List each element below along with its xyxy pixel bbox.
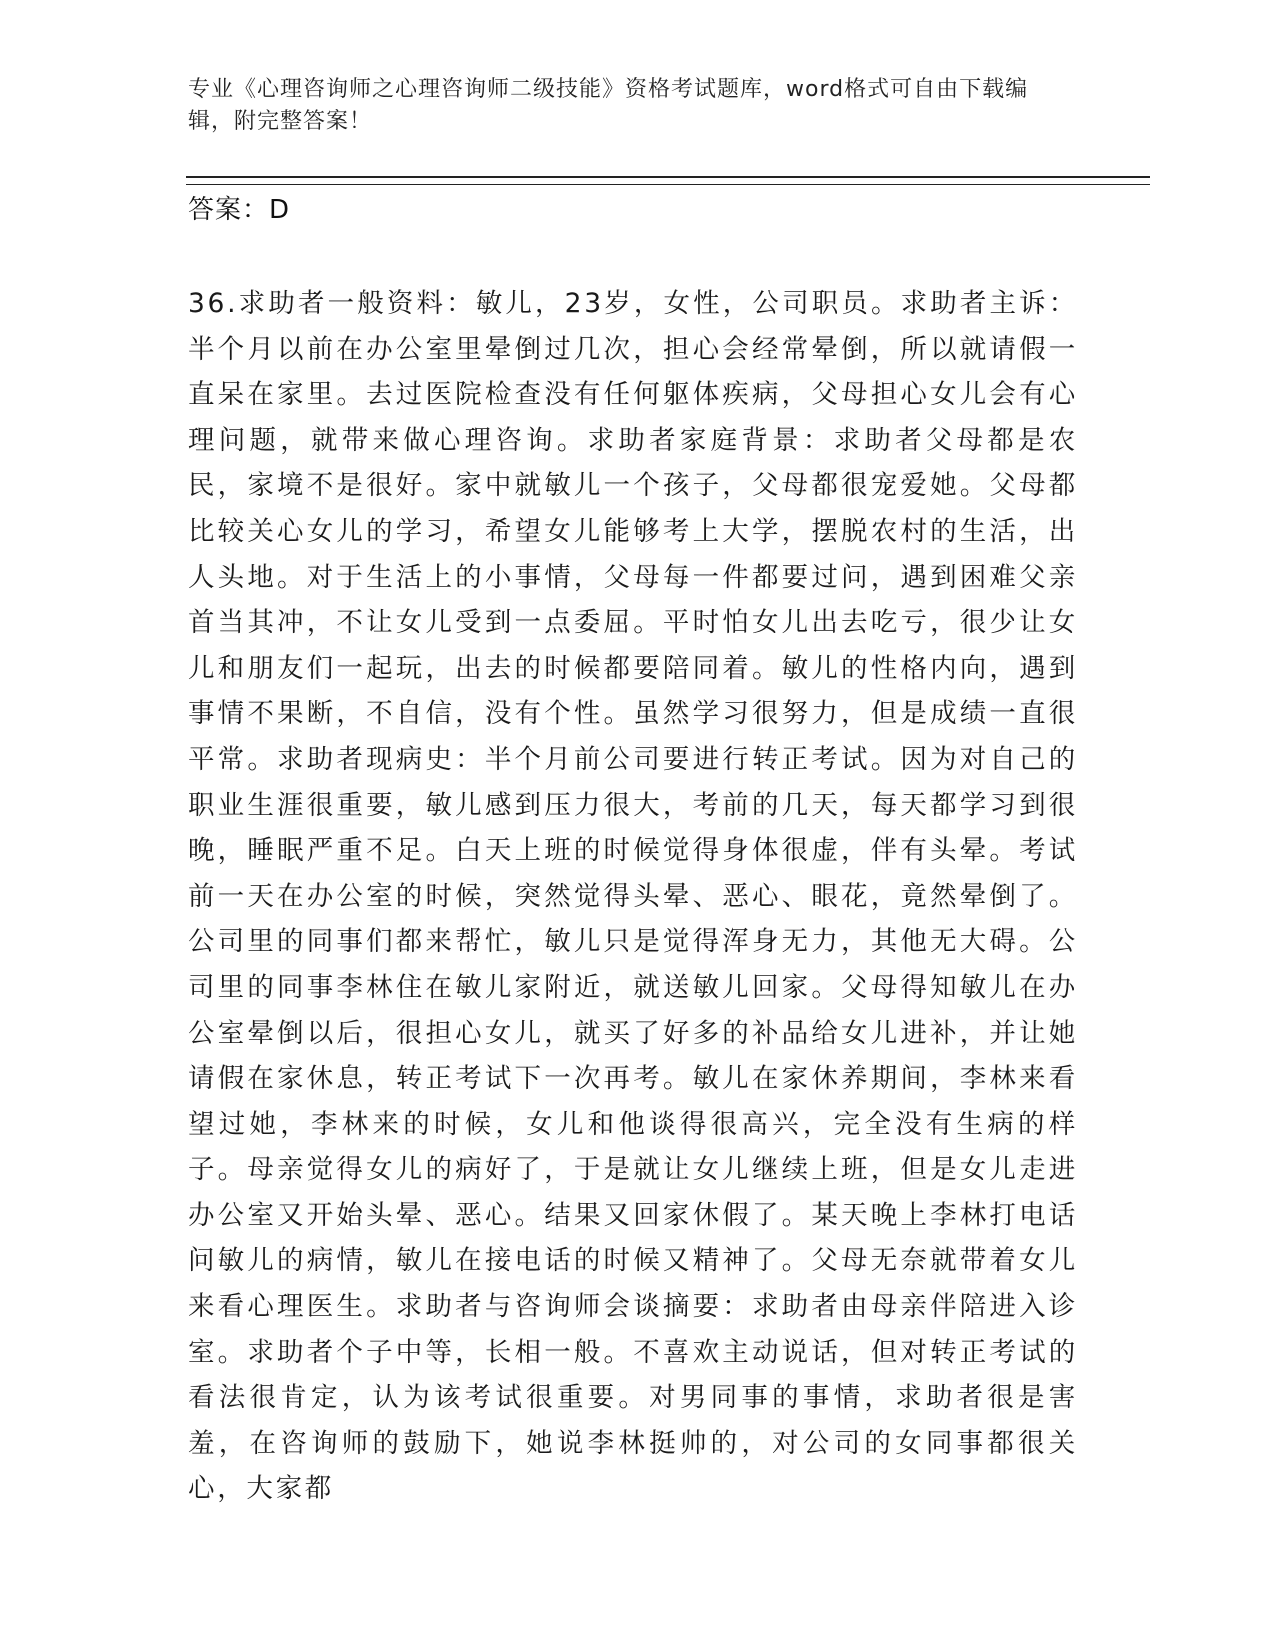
question-36-text: 36.求助者一般资料：敏儿，23岁，女性，公司职员。求助者主诉：半个月以前在办公室里晕倒过几次，担心会经常晕倒，所以就请假一直呆在家里。去过医院检查没有任何躯体疾病，父母担心女儿会有心理问题，就带来做心理咨询。求助者家庭背景：求助者父母都是农民，家境不是很好。家中就敏儿一个孩子，父母都很宠爱她。父母都比较关心女儿的学习，希望女儿能够考上大学，摆脱农村的生活，出人头地。对于生活上的小事情，父母每一件都要过问，遇到困难父亲首当其冲，不让女儿受到一点委屈。平时怕女儿出去吃亏，很少让女儿和朋友们一起玩，出去的时候都要陪同着。敏儿的性格内向，遇到事情不果断，不自信，没有个性。虽然学习很努力，但是成绩一直很平常。求助者现病史：半个月前公司要进行转正考试。因为对自己的职业生涯很重要，敏儿感到压力很大，考前的几天，每天都学习到很晚，睡眠严重不足。白天上班的时候觉得身体很虚，伴有头晕。考试前一天在办公室的时候，突然觉得头晕、恶心、眼花，竟然晕倒了。公司里的同事们都来帮忙，敏儿只是觉得浑身无力，其他无大碍。公司里的同事李林住在敏儿家附近，就送敏儿回家。父母得知敏儿在办公室晕倒以后，很担心女儿，就买了好多的补品给女儿进补，并让她请假在家休息，转正考试下一次再考。敏儿在家休养期间，李林来看望过她，李林来的时候，女儿和他谈得很高兴，完全没有生病的样子。母亲觉得女儿的病好了，于是就让女儿继续上班，但是女儿走进办公室又开始头晕、恶心。结果又回家休假了。某天晚上李林打电话问敏儿的病情，敏儿在接电话的时候又精神了。父母无奈就带着女儿来看心理医生。求助者与咨询师会谈摘要：求助者由母亲伴陪进入诊室。求助者个子中等，长相一般。不喜欢主动说话，但对转正考试的看法很肯定，认为该考试很重要。对男同事的事情，求助者很是害羞，在咨询师的鼓励下，她说李林挺帅的，对公司的女同事都很关心，大家都 xyxy=(188,288,1078,1505)
answer-line: 答案：D xyxy=(188,195,291,225)
header-divider xyxy=(186,176,1150,185)
page-header: 专业《心理咨询师之心理咨询师二级技能》资格考试题库，word格式可自由下载编辑，附完整答案！ xyxy=(188,77,1029,134)
